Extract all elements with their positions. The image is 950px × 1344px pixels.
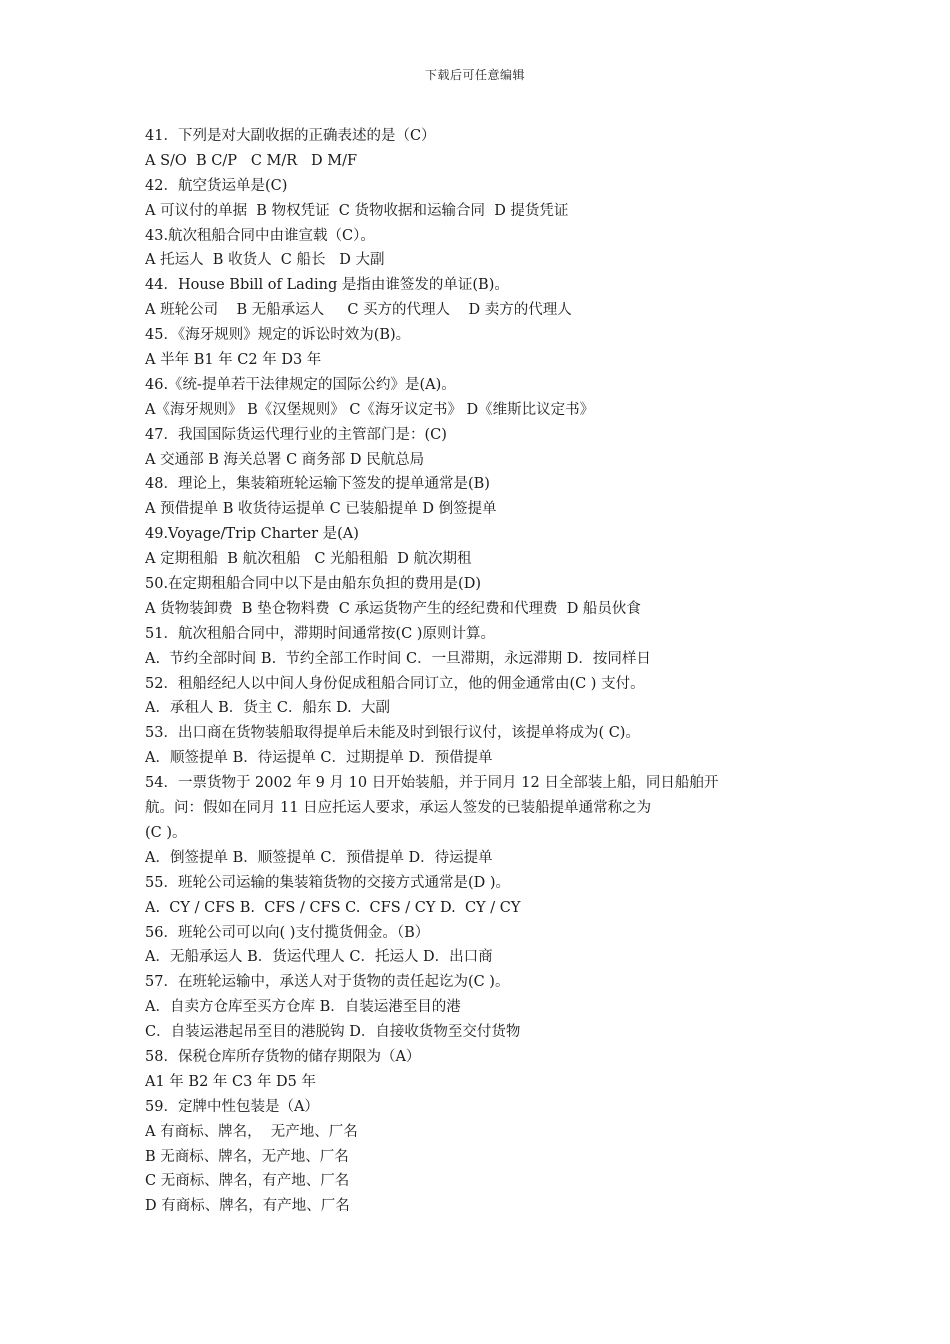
- text-line: 41．下列是对大副收据的正确表述的是（C）: [145, 128, 436, 144]
- text-line: C 无商标、牌名，有产地、厂名: [145, 1173, 350, 1190]
- text-line: 57．在班轮运输中，承送人对于货物的责任起讫为(C )。: [145, 974, 510, 991]
- document-body: [145, 124, 785, 1219]
- text-line: 56．班轮公司可以向( )支付揽货佣金。（B）: [145, 924, 430, 941]
- text-line: A. CY / CFS B. CFS / CFS C. CFS / CY D. CY / CY: [145, 899, 521, 916]
- text-line: A S/O B C/P C M/R D M/F: [145, 152, 358, 169]
- text-line: A．承租人 B．货主 C．船东 D. 大副: [145, 700, 390, 717]
- text-line: (C )。: [145, 824, 187, 841]
- text-line: 46.《统-提单若干法律规定的国际公约》是(A)。: [145, 376, 456, 393]
- text-line: 54．一票货物于 2002 年 9 月 10 日开始装船，并于同月 12 日全部装上船，同日船舶开: [145, 775, 719, 792]
- text-line: A《海牙规则》 B《汉堡规则》 C《海牙议定书》 D《维斯比议定书》: [145, 401, 595, 418]
- text-line: A 可议付的单据 B 物权凭证 C 货物收据和运输合同 D 提货凭证: [145, 202, 569, 219]
- text-line: 59．定牌中性包装是（A）: [145, 1098, 319, 1115]
- text-line: A 定期租船 B 航次租船 C 光船租船 D 航次期租: [145, 551, 472, 568]
- text-line: A 班轮公司 B 无船承运人 C 买方的代理人 D 卖方的代理人: [145, 302, 572, 319]
- text-line: A 交通部 B 海关总署 C 商务部 D 民航总局: [145, 451, 425, 468]
- text-line: 53．出口商在货物装船取得提单后未能及时到银行议付，该提单将成为( C)。: [145, 725, 640, 742]
- text-line: 42．航空货运单是(C): [145, 177, 288, 194]
- text-line: 52．租船经纪人以中间人身份促成租船合同订立，他的佣金通常由(C ) 支付。: [145, 675, 645, 692]
- header-note: 下载后可任意编辑: [424, 68, 525, 82]
- text-line: D 有商标、牌名，有产地、厂名: [145, 1198, 350, 1215]
- text-line: 45．《海牙规则》规定的诉讼时效为(B)。: [145, 327, 411, 344]
- text-line: 48．理论上，集装箱班轮运输下签发的提单通常是(B): [145, 476, 490, 493]
- text-line: A．无船承运人 B．货运代理人 C．托运人 D．出口商: [145, 949, 493, 966]
- text-line: A1 年 B2 年 C3 年 D5 年: [145, 1073, 317, 1090]
- text-line: 47．我国国际货运代理行业的主管部门是：(C): [145, 426, 447, 443]
- text-line: B 无商标、牌名，无产地、厂名: [145, 1148, 349, 1165]
- text-line: 51．航次租船合同中，滞期时间通常按(C )原则计算。: [145, 625, 495, 642]
- text-line: A. 节约全部时间 B. 节约全部工作时间 C．一旦滞期，永远滞期 D．按同样日: [145, 650, 651, 667]
- text-line: 44．House Bbill of Lading 是指由谁签发的单证(B)。: [145, 277, 509, 294]
- text-line: A 托运人 B 收货人 C 船长 D 大副: [145, 252, 385, 269]
- text-line: 航。问：假如在同月 11 日应托运人要求，承运人签发的已装船提单通常称之为: [145, 800, 652, 817]
- text-line: 49.Voyage/Trip Charter 是(A): [145, 526, 359, 543]
- text-line: 58．保税仓库所存货物的储存期限为（A）: [145, 1048, 421, 1065]
- text-line: A 半年 B1 年 C2 年 D3 年: [145, 352, 322, 369]
- text-line: 55．班轮公司运输的集装箱货物的交接方式通常是(D )。: [145, 874, 510, 891]
- text-line: A 货物装卸费 B 垫仓物料费 C 承运货物产生的经纪费和代理费 D 船员伙食: [145, 600, 641, 617]
- text-line: 50.在定期租船合同中以下是由船东负担的费用是(D): [145, 576, 481, 593]
- text-line: A．倒签提单 B．顺签提单 C．预借提单 D．待运提单: [145, 849, 493, 866]
- text-line: A 预借提单 B 收货待运提单 C 已装船提单 D 倒签提单: [145, 501, 497, 518]
- text-line: 43.航次租船合同中由谁宣载（C）。: [145, 227, 375, 244]
- text-line: A 有商标、牌名， 无产地、厂名: [145, 1123, 358, 1140]
- text-line: A．自卖方仓库至买方仓库 B．自装运港至目的港: [145, 999, 461, 1016]
- text-line: C．自装运港起吊至目的港脱钩 D．自接收货物至交付货物: [145, 1024, 521, 1041]
- text-line: A．顺签提单 B．待运提单 C．过期提单 D．预借提单: [145, 750, 493, 767]
